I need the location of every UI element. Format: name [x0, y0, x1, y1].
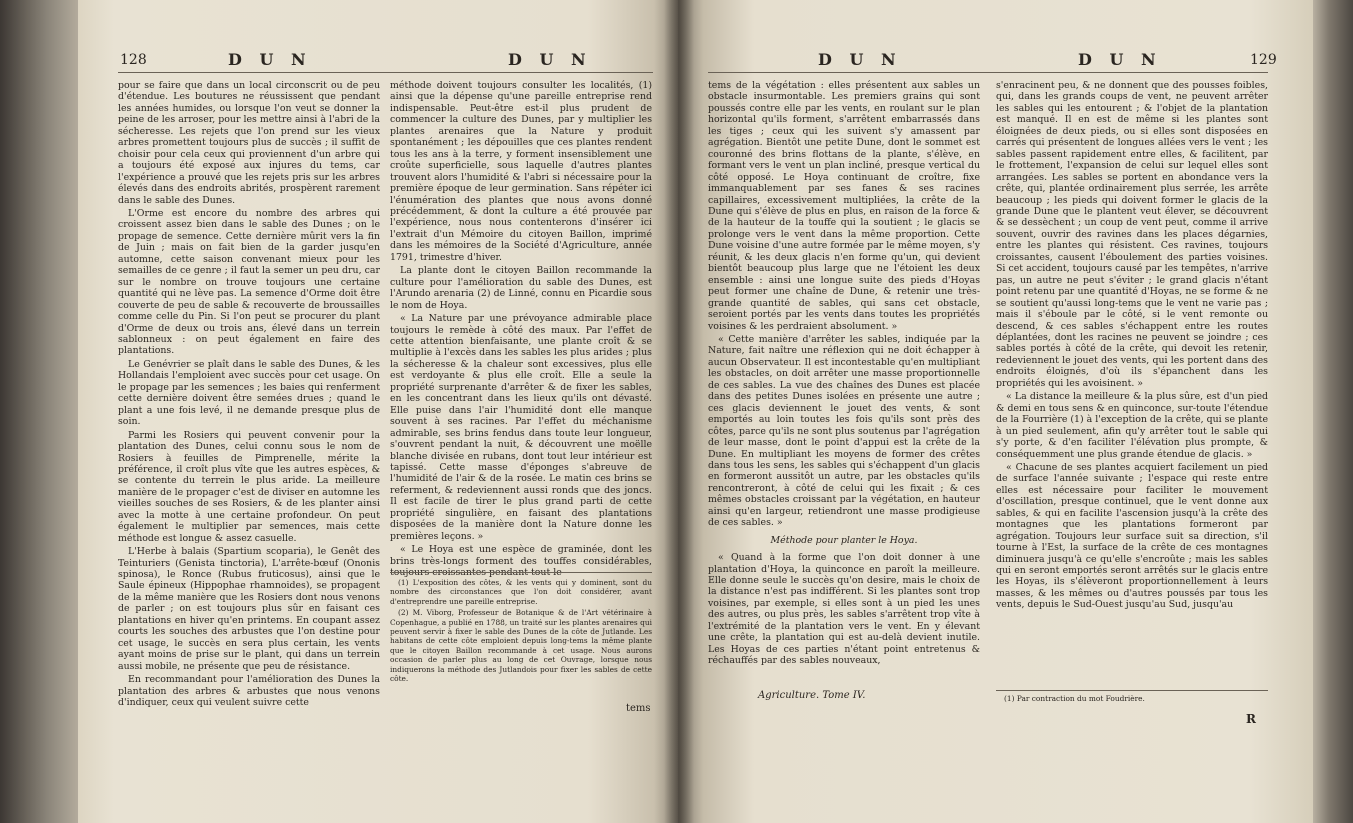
text-column-1 — [708, 80, 980, 685]
paragraph: « Cette manière d'arrêter les sables, indiquée par la Nature, fait naître une réflexion qui ne doit échapper à aucun Observateur. Il est incontestable qu'en multipliant les obstacles, on doit arrêter une masse proportionnelle de ces sables. La vue des chaînes des Dunes est placée dans des petites Dunes isolées en présente une autre ; ces glacis deviennent le jouet des vents, & sont emportés au loin toutes les fois qu'ils sont près des côtes, parce qu'ils ne sont plus soutenus par l'agrégation de leur masse, dont le point d'appui est la crête de la Dune. En multipliant les moyens de former des crêtes dans tous les sens, les sables qui s'échappent d'un glacis en formeront aussitôt un autre, par les obstacles qu'ils rencontreront, à côté de celui qui les fixait ; & ces mêmes obstacles croissant par la végétation, en hauteur ainsi qu'en largeur, retiendront une masse prodigieuse de ces sables. » — [708, 333, 980, 529]
running-head: D U N — [1078, 50, 1162, 69]
paragraph: « La Nature par une prévoyance admirable place toujours le remède à côté des maux. Par l'effet de cette attention bienfaisante, une plante croît & se multiplie à l'excès dans les sables les plus arides ; plus la sécheresse & la chaleur sont excessives, plus elle est verdoyante & plus elle croît. Elle a seule la propriété surprenante d'arrêter & de fixer les sables, en les concentrant dans les lieux qu'ils ont dévasté. Elle puise dans l'air l'humidité dont elle manque souvent à ses racines. Par l'effet du méchanisme admirable, ses brins fendus dans toute leur longueur, s'ouvrent pendant la nuit, & découvrent une moëlle blanche divisée en rubans, dont tout leur intérieur est tapissé. Cette masse d'éponges s'abreuve de l'humidité de l'air & de la rosée. Le matin ces brins se referment, & redeviennent aussi ronds que des joncs. Il est facile de tirer le plus grand parti de cette propriété singulière, en faisant des plantations disposées de la manière dont la Nature donne les premières leçons. » — [390, 313, 652, 542]
text-column-2 — [390, 80, 652, 570]
paragraph: La plante dont le citoyen Baillon recommande la culture pour l'amélioration du sable des Dunes, est l'Arundo arenaria (2) de Linné, connu en Picardie sous le nom de Hoya. — [390, 265, 652, 311]
footnote: (2) M. Viborg, Professeur de Botanique & de l'Art vétérinaire à Copenhague, a publié en 1788, un traité sur les plantes arenaires qui peuvent servir à fixer le sable des Dunes de la côte de Jutlande. Les habitans de cette côte emploient depuis long-tems la même plante que le citoyen Baillon recommande à cet usage. Nous aurons occasion de parler plus au long de cet Ouvrage, lorsque nous indiquerons la méthode des Jutlandois pour fixer les sables de cette côte. — [390, 608, 652, 684]
paragraph: méthode doivent toujours consulter les localités, (1) ainsi que la dépense qu'une pareille entreprise rend indispensable. Peut-être est-il plus prudent de commencer la culture des Dunes, par y multiplier les plantes arenaires que la Nature y produit spontanément ; les dépouilles que ces plantes rendent tous les ans à la terre, y forment insensiblement une croûte superficielle, sous laquelle d'autres plantes trouvent alors l'humidité & l'abri si nécessaire pour la première époque de leur germination. Sans répéter ici l'énumération des plantes que nous avons donné précédemment, & dont la culture a été prouvée par l'expérience, nous nous contenterons d'insérer ici l'extrait d'un Mémoire du citoyen Baillon, imprimé dans les mémoires de la Société d'Agriculture, année 1791, trimestre d'hiver. — [390, 80, 652, 263]
footnote-rule — [390, 572, 652, 573]
right-page — [678, 0, 1313, 823]
header-rule — [708, 72, 1268, 73]
paragraph: « Quand à la forme que l'on doit donner à une plantation d'Hoya, la quinconce en paroît la meilleure. Elle donne seule le succès qu'on desire, mais le choix de la distance n'est pas indifférent. Si les plantes sont trop voisines, par exemple, si elles sont à un pied les unes des autres, ou plus près, les sables s'arrêtent trop vîte à l'extrémité de la plantation vers le vent. En y élevant une crête, la plantation qui est au-delà devient inutile. Les Hoyas de ces parties n'étant point entretenus & réchauffés par des sables nouveaux, — [708, 552, 980, 667]
footnote: (1) Par contraction du mot Foudrière. — [1004, 694, 1145, 703]
paragraph: pour se faire que dans un local circonscrit ou de peu d'étendue. Les boutures ne réussissent que pendant les années humides, ou lorsque l'on veut se donner la peine de les arroser, pour les mettre ainsi à l'abri de la sécheresse. Les rejets que l'on prend sur les vieux arbres promettent toujours plus de succès ; il suffit de choisir pour cela ceux qui proviennent d'un arbre qui a toujours été exposé aux injures du tems, car l'expérience a prouvé que les rejets pris sur les arbres élevés dans des endroits abrités, prospèrent rarement dans le sable des Dunes. — [118, 80, 380, 206]
running-head: D U N — [508, 50, 592, 69]
section-title: Méthode pour planter le Hoya. — [770, 534, 918, 546]
paragraph: Parmi les Rosiers qui peuvent convenir pour la plantation des Dunes, celui connu sous le nom de Rosiers à feuilles de Pimprenelle, mérite la préférence, il croît plus vîte que les autres espèces, & se contente du terrein le plus aride. La meilleure manière de le propager c'est de diviser en automne les vieilles souches de ses Rosiers, & de les planter ainsi avec la motte à une certaine profondeur. On peut également le multiplier par semences, mais cette méthode est longue & assez casuelle. — [118, 429, 380, 544]
signature-line: Agriculture. Tome IV. — [758, 690, 866, 701]
paragraph: Le Genévrier se plaît dans le sable des Dunes, & les Hollandais l'emploient avec succès pour cet usage. On le propage par les semences ; les baies qui renferment cette dernière doivent être semées drues ; quand le plant a une fois levé, il ne demande presque plus de soin. — [118, 358, 380, 428]
left-page — [78, 0, 678, 823]
page-number: 128 — [120, 52, 147, 68]
paragraph: s'enracinent peu, & ne donnent que des pousses foibles, qui, dans les grands coups de vent, ne peuvent arrêter les sables qui les entourent ; & l'objet de la plantation est manqué. Il en est de même si les plantes sont éloignées de deux pieds, ou si elles sont disposées en carrés qui présentent de longues allées vers le vent ; les sables passent rapidement entre elles, & facilitent, par le frottement, l'expansion de celui sur lequel elles sont arrangées. Les sables se portent en abondance vers la crête, qui, plantée ordinairement plus serrée, les arrête beaucoup ; les pieds qui doivent former le glacis de la grande Dune que le plantent veut élever, se découvrent & se dessèchent ; un coup de vent peut, comme il arrive souvent, ouvrir des ravines dans les places dégarnies, entre les plantes qui résistent. Ces ravines, toujours croissantes, causent l'éboulement des parties voisines. Si cet accident, toujours causé par les tempêtes, n'arrive pas, un autre ne peut s'éviter ; le grand glacis n'étant point retenu par une quantité d'Hoyas, ne se forme & ne se soutient qu'aussi long-tems que le vent ne varie pas ; mais il s'éboule par le côté, si le vent remonte ou descend, & ces sables s'échappent entre les routes déplantées, dont les racines ne peuvent se joindre ; ces sables portés à côté de la crête, qui devoit les retenir, redeviennent le jouet des vents, qui les portent dans des endroits éloignés, d'où ils s'épanchent dans les propriétés qui les avoisinent. » — [996, 80, 1268, 389]
signature-mark: R — [1246, 712, 1256, 726]
text-column-2 — [996, 80, 1268, 680]
paragraph: « La distance la meilleure & la plus sûre, est d'un pied & demi en tous sens & en quinconce, sur-toute l'étendue de la Fourrière (1) à l'exception de la crête, qui se plante à un pied seulement, afin qu'y arrêter tout le sable qui s'y porte, & d'en faciliter l'élévation plus prompte, & conséquemment une plus grande étendue de glacis. » — [996, 391, 1268, 460]
book-binding-right — [1313, 0, 1353, 823]
footnote-rule — [996, 690, 1268, 691]
running-head: D U N — [228, 50, 312, 69]
book-binding-left — [0, 0, 78, 823]
paragraph: tems de la végétation : elles présentent aux sables un obstacle insurmontable. Les premiers grains qui sont poussés contre elle par les vents, en roulant sur le plan horizontal qu'ils forment, s'arrêtent embarrassés dans les tiges ; ceux qui les suivent s'y amassent par agrégation. Bientôt une petite Dune, dont le sommet est couronné des brins flottans de la plante, s'élève, en formant vers le vent un plan incliné, presque vertical du côté opposé. Le Hoya continuant de croître, fixe immanquablement par ses fanes & ses racines capillaires, excessivement multipliées, la crête de la Dune qui s'élève de plus en plus, en raison de la force & de la hauteur de la touffe qui la soutient ; le glacis se prolonge vers le vent dans la même proportion. Cette Dune voisine d'une autre formée par le même moyen, s'y réunit, & les deux glacis n'en forme qu'un, qui devient bientôt beaucoup plus large que ne l'étoient les deux ensemble : ainsi une longue suite des pieds d'Hoyas peut former une chaîne de Dune, & retenir une très-grande quantité de sables, qui sans cet obstacle, seroient portés par les vents dans toutes les propriétés voisines & les perdraient absolument. » — [708, 80, 980, 332]
paragraph: L'Herbe à balais (Spartium scoparia), le Genêt des Teinturiers (Genista tinctoria), L'arrête-bœuf (Ononis spinosa), le Ronce (Rubus fruticosus), ainsi que le Saule épineux (Hippophae rhamnoides), se propagent de la même manière que les Rosiers dont nous venons de parler ; on est toujours plus sûr en faisant ces plantations en hiver qu'en printems. En coupant assez courts les souches des arbustes que l'on destine pour cet usage, le succès en sera plus certain, les vents ayant moins de prise sur le plant, qui dans un terrein aussi mobile, ne présente que peu de résistance. — [118, 546, 380, 672]
paragraph: « Le Hoya est une espèce de graminée, dont les brins très-longs forment des touffes considérables, — [390, 544, 652, 567]
paragraph: En recommandant pour l'amélioration des Dunes la plantation des arbres & arbustes que nous venons d'indiquer, ceux qui veulent suivre cette — [118, 674, 380, 709]
book-gutter-shadow — [664, 0, 694, 823]
paragraph: « Chacune de ses plantes acquiert facilement un pied de surface l'année suivante ; l'espace qui reste entre elles est nécessaire pour faciliter le mouvement d'oscillation, presque continuel, que le vent donne aux sables, & qui en facilite l'ascension jusqu'à la crête des montagnes que les plantations formeront par agrégation. Toujours leur surface suit sa direction, s'il tourne à l'Est, la surface de la crête de ces montagnes diminuera jusqu'à ce qu'elle s'encroûte ; mais les sables qui en seront emportés seront arrêtés sur le glacis entre les Hoyas, ils s'élèveront proportionnellement à leurs masses, & les mêmes ou d'autres poussés par tous les vents, depuis le Sud-Ouest jusqu'au Sud, jusqu'au — [996, 461, 1268, 611]
page-number: 129 — [1250, 52, 1277, 68]
text-column-1 — [118, 80, 380, 710]
header-rule — [118, 72, 653, 73]
footnotes — [996, 694, 1268, 705]
footnote: (1) L'exposition des côtes, & les vents qui y dominent, sont du nombre des circonstances que l'on doit considérer, avant d'entreprendre une pareille entreprise. — [390, 578, 652, 606]
paragraph: L'Orme est encore du nombre des arbres qui croissent assez bien dans le sable des Dunes ; on le propage de semence. Cette dernière mûrit vers la fin de Juin ; mais on fait bien de la garder jusqu'en automne, cette saison convenant mieux pour les semailles de ce genre ; il faut la semer un peu dru, car sur le nombre on trouve toujours une certaine quantité qui ne lève pas. La semence d'Orme doit être couverte de peu de sable & recouverte de broussailles comme celle du Pin. Si l'on peut se procurer du plant d'Orme de deux ou trois ans, élevé dans un terrein sablonneux : on peut également en faire des plantations. — [118, 207, 380, 357]
catchword: tems — [626, 703, 651, 714]
running-head: D U N — [818, 50, 902, 69]
footnotes — [390, 578, 652, 685]
